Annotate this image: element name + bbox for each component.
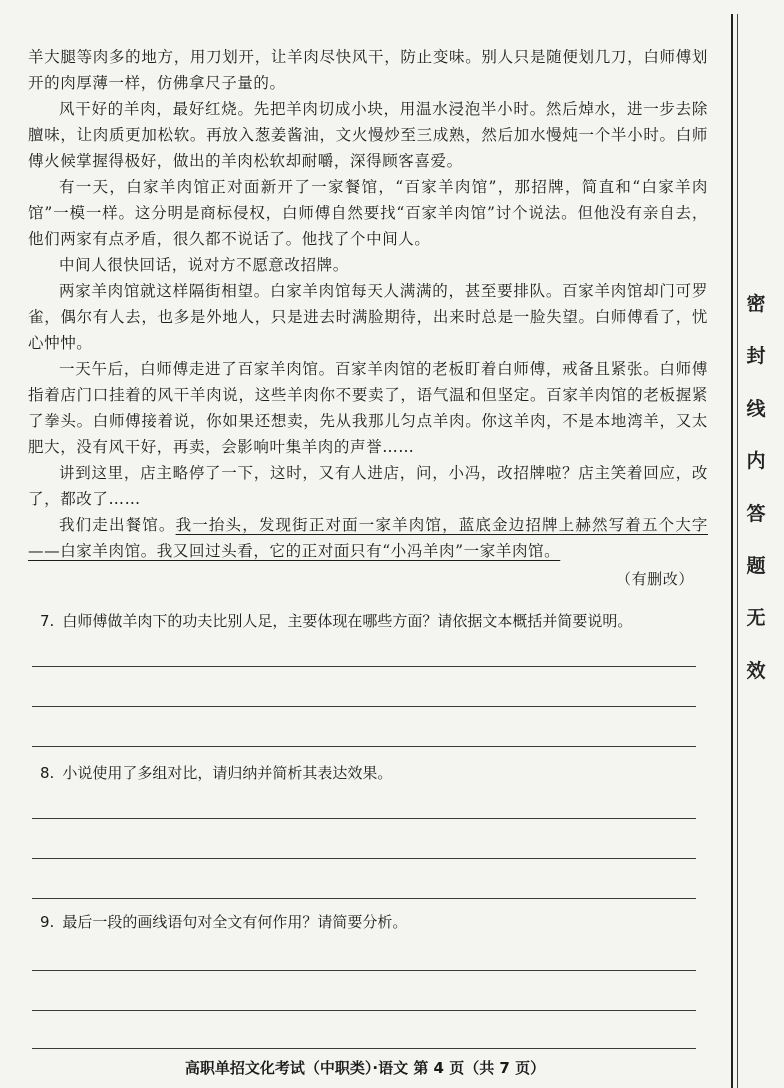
- question-text: 小说使用了多组对比，请归纳并简析其表达效果。: [62, 764, 393, 782]
- passage-paragraph: 风干好的羊肉，最好红烧。先把羊肉切成小块，用温水浸泡半小时。然后焯水，进一步去除膻味，让肉质更加松软。再放入葱姜酱油，文火慢炒至三成熟，然后加水慢炖一个半小时。白师傅火候掌握得极好，做出的羊肉松软却耐嚼，深得顾客喜爱。: [28, 100, 708, 170]
- answer-line[interactable]: [32, 818, 696, 819]
- reading-passage: [28, 44, 708, 592]
- seal-line-warning: [744, 292, 768, 711]
- seal-char: 无: [746, 607, 766, 630]
- seal-char: 封: [746, 345, 766, 368]
- source-note: （有删改）: [615, 570, 694, 588]
- answer-line[interactable]: [32, 666, 696, 667]
- seal-rule: [731, 14, 733, 1088]
- answer-line[interactable]: [32, 970, 696, 971]
- seal-char: 线: [746, 397, 766, 420]
- question-8: [40, 762, 700, 783]
- answer-line[interactable]: [32, 746, 696, 747]
- question-text: 最后一段的画线语句对全文有何作用？请简要分析。: [62, 913, 408, 931]
- passage-paragraph: 两家羊肉馆就这样隔街相望。白家羊肉馆每天人满满的，甚至要排队。百家羊肉馆却门可罗雀，偶尔有人去，也多是外地人，只是进去时满脸期待，出来时总是一脸失望。白师傅看了，忧心忡忡。: [28, 282, 708, 352]
- passage-paragraph: 有一天，白家羊肉馆正对面新开了一家餐馆，“百家羊肉馆”，那招牌，简直和“白家羊肉馆”一模一样。这分明是商标侵权，白师傅自然要找“百家羊肉馆”讨个说法。但他没有亲自去，他们两家有点矛盾，很久都不说话了。他找了个中间人。: [28, 178, 708, 248]
- passage-paragraph: 中间人很快回话，说对方不愿意改招牌。: [59, 256, 349, 274]
- question-text: 白师傅做羊肉下的功夫比别人足，主要体现在哪些方面？请依据文本概括并简要说明。: [62, 612, 633, 630]
- last-paragraph-plain: 我们走出餐馆。: [59, 516, 176, 534]
- seal-rule: [737, 14, 738, 1088]
- passage-paragraph: 讲到这里，店主略停了一下，这时，又有人进店，问，小冯，改招牌啦？店主笑着回应，改了，都改了……: [28, 464, 708, 508]
- page-footer: 高职单招文化考试（中职类）·语文 第 4 页（共 7 页）: [184, 1059, 546, 1077]
- answer-line[interactable]: [32, 898, 696, 899]
- seal-char: 密: [746, 293, 766, 315]
- passage-paragraph: 一天午后，白师傅走进了百家羊肉馆。百家羊肉馆的老板盯着白师傅，戒备且紧张。白师傅指着店门口挂着的风干羊肉说，这些羊肉你不要卖了，语气温和但坚定。百家羊肉馆的老板握紧了拳头。白师傅接着说，你如果还想卖，先从我那儿匀点羊肉。你这羊肉，不是本地湾羊，又太肥大，没有风干好，再卖，会影响叶集羊肉的声誉……: [28, 360, 708, 456]
- question-number: 9.: [40, 913, 55, 931]
- last-paragraph: [28, 512, 708, 564]
- seal-char: 题: [746, 554, 766, 577]
- question-9: [40, 911, 700, 932]
- seal-char: 内: [746, 450, 766, 473]
- seal-char: 效: [746, 659, 766, 682]
- question-7: [40, 610, 700, 631]
- answer-line[interactable]: [32, 1010, 696, 1011]
- underlined-sentence: 我一抬头，发现街正对面一家羊肉馆，蓝底金边招牌上赫然写着五个大字——白家羊肉馆。我又回过头看，它的正对面只有“小冯羊肉”一家羊肉馆。: [28, 516, 709, 560]
- passage-paragraph: 羊大腿等肉多的地方，用刀划开，让羊肉尽快风干，防止变味。别人只是随便划几刀，白师傅划开的肉厚薄一样，仿佛拿尺子量的。: [28, 48, 708, 92]
- seal-char: 答: [746, 502, 766, 525]
- question-number: 7.: [40, 612, 55, 630]
- question-number: 8.: [40, 764, 55, 782]
- answer-line[interactable]: [32, 858, 696, 859]
- answer-line[interactable]: [32, 1048, 696, 1049]
- answer-line[interactable]: [32, 706, 696, 707]
